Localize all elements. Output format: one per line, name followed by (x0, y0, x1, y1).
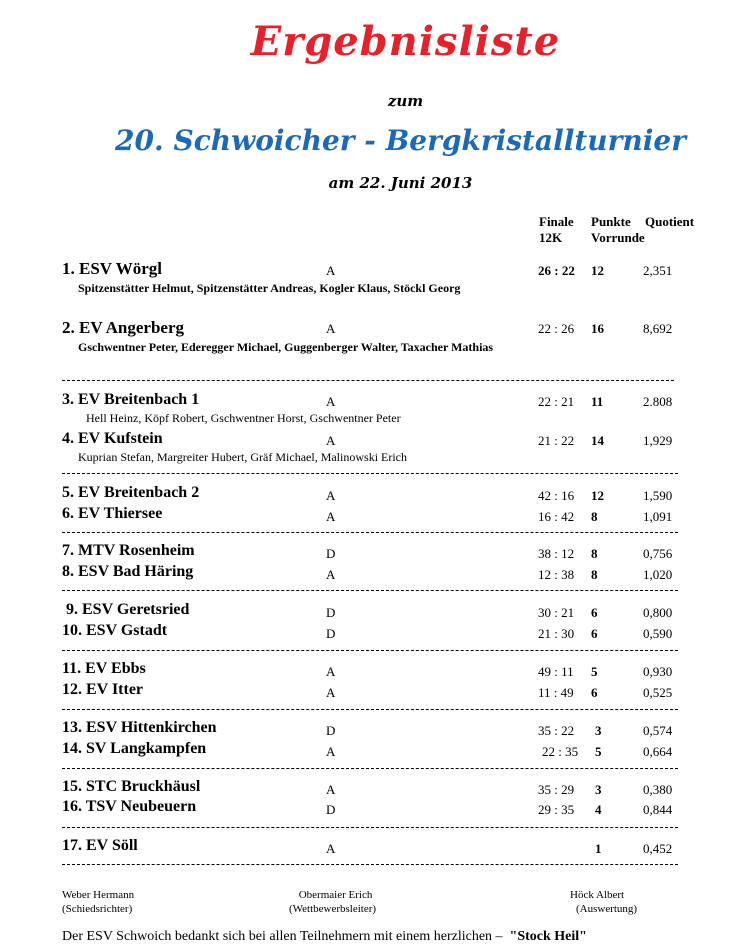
prelim-points: 6 (591, 605, 598, 620)
header-quotient: Quotient (645, 214, 695, 229)
prelim-points: 6 (591, 685, 598, 700)
header-punkte: Punkte Vorrunde (591, 214, 645, 245)
team-name: 8. ESV Bad Häring (62, 563, 194, 580)
quotient: 8,692 (643, 321, 673, 336)
team-class: A (326, 394, 336, 409)
finale-score: 12 : 38 (538, 567, 575, 582)
finale-score: 11 : 49 (538, 685, 574, 700)
prelim-points: 3 (595, 723, 602, 738)
quotient: 0,930 (643, 664, 673, 679)
prelim-points: 8 (591, 546, 598, 561)
team-name: 11. EV Ebbs (62, 660, 146, 677)
finale-score: 35 : 22 (538, 723, 575, 738)
prelim-points: 11 (591, 394, 604, 409)
quotient: 0,525 (643, 685, 673, 700)
finale-score: 22 : 26 (538, 321, 575, 336)
team-members: Kuprian Stefan, Margreiter Hubert, Gräf Michael, Malinowski Erich (78, 450, 408, 464)
quotient: 0,574 (643, 723, 673, 738)
subtitle-zum: zum (387, 92, 424, 110)
team-name: 1. ESV Wörgl (62, 259, 162, 278)
team-name: 3. EV Breitenbach 1 (62, 391, 200, 408)
finale-score: 42 : 16 (538, 488, 575, 503)
team-class: A (326, 488, 336, 503)
prelim-points: 5 (591, 664, 598, 679)
team-name: 13. ESV Hittenkirchen (62, 719, 217, 736)
prelim-points: 1 (595, 841, 602, 856)
team-members: Gschwentner Peter, Ederegger Michael, Guggenberger Walter, Taxacher Mathias (78, 340, 494, 354)
team-class: A (326, 263, 336, 278)
separator (62, 380, 674, 381)
quotient: 0,380 (643, 782, 673, 797)
page-title: Ergebnisliste (250, 18, 561, 65)
finale-score: 16 : 42 (538, 509, 575, 524)
separator (62, 864, 678, 865)
separator (62, 532, 678, 533)
separator (62, 709, 678, 710)
finale-score: 49 : 11 (538, 664, 574, 679)
team-class: D (326, 546, 336, 561)
prelim-points: 6 (591, 626, 598, 641)
team-name: 4. EV Kufstein (62, 430, 163, 447)
team-class: A (326, 509, 336, 524)
team-name: 7. MTV Rosenheim (62, 542, 195, 559)
finale-score: 29 : 35 (538, 802, 575, 817)
separator (62, 590, 678, 591)
quotient: 2,351 (643, 263, 673, 278)
prelim-points: 14 (591, 433, 604, 448)
team-class: A (326, 433, 336, 448)
team-members: Spitzenstätter Helmut, Spitzenstätter Andreas, Kogler Klaus, Stöckl Georg (78, 281, 461, 295)
team-class: A (326, 664, 336, 679)
prelim-points: 8 (591, 567, 598, 582)
team-class: D (326, 626, 336, 641)
team-name: 15. STC Bruckhäusl (62, 778, 201, 795)
finale-score: 21 : 22 (538, 433, 575, 448)
prelim-points: 4 (595, 802, 602, 817)
quotient: 0,664 (643, 744, 673, 759)
signature-competition-lead: Obermaier Erich (Wettbewerbsleiter) (289, 889, 377, 915)
finale-score: 22 : 21 (538, 394, 575, 409)
separator (62, 650, 678, 651)
quotient: 1,091 (643, 509, 673, 524)
event-date: am 22. Juni 2013 (328, 174, 473, 192)
prelim-points: 3 (595, 782, 602, 797)
team-class: A (326, 744, 336, 759)
quotient: 0,452 (643, 841, 673, 856)
quotient: 1,590 (643, 488, 673, 503)
quotient: 1,929 (643, 433, 673, 448)
team-name: 16. TSV Neubeuern (62, 798, 197, 815)
team-class: A (326, 685, 336, 700)
team-name: 5. EV Breitenbach 2 (62, 484, 200, 501)
team-name: 6. EV Thiersee (62, 505, 163, 522)
prelim-points: 8 (591, 509, 598, 524)
finale-score: 22 : 35 (542, 744, 579, 759)
quotient: 1,020 (643, 567, 673, 582)
team-name: 2. EV Angerberg (62, 318, 184, 337)
team-class: A (326, 841, 336, 856)
team-name: 10. ESV Gstadt (62, 622, 168, 639)
prelim-points: 12 (591, 263, 604, 278)
quotient: 0,800 (643, 605, 673, 620)
separator (62, 827, 678, 828)
signature-referee: Weber Hermann (Schiedsrichter) (62, 889, 135, 915)
prelim-points: 12 (591, 488, 604, 503)
team-class: A (326, 782, 336, 797)
finale-score: 26 : 22 (538, 263, 575, 278)
prelim-points: 5 (595, 744, 602, 759)
quotient: 0,590 (643, 626, 673, 641)
team-class: A (326, 321, 336, 336)
separator (62, 473, 678, 474)
finale-score: 30 : 21 (538, 605, 575, 620)
team-name: 12. EV Itter (62, 681, 144, 698)
team-name: 9. ESV Geretsried (66, 601, 190, 618)
finale-score: 38 : 12 (538, 546, 575, 561)
team-class: D (326, 605, 336, 620)
finale-score: 35 : 29 (538, 782, 575, 797)
header-finale: Finale 12K (539, 214, 574, 245)
separator (62, 768, 678, 769)
quotient: 0,756 (643, 546, 673, 561)
prelim-points: 16 (591, 321, 604, 336)
team-name: 14. SV Langkampfen (62, 740, 207, 757)
signature-evaluation: Höck Albert (Auswertung) (570, 889, 638, 915)
team-class: D (326, 723, 336, 738)
team-class: D (326, 802, 336, 817)
quotient: 0,844 (643, 802, 673, 817)
quotient: 2.808 (643, 394, 673, 409)
team-name: 17. EV Söll (62, 837, 138, 854)
footer-thanks: Der ESV Schwoich bedankt sich bei allen Teilnehmern mit einem herzlichen – "Stock Heil" (62, 929, 587, 944)
team-members: Hell Heinz, Köpf Robert, Gschwentner Horst, Gschwentner Peter (86, 411, 401, 425)
team-class: A (326, 567, 336, 582)
event-title: 20. Schwoicher - Bergkristallturnier (115, 124, 686, 157)
finale-score: 21 : 30 (538, 626, 575, 641)
